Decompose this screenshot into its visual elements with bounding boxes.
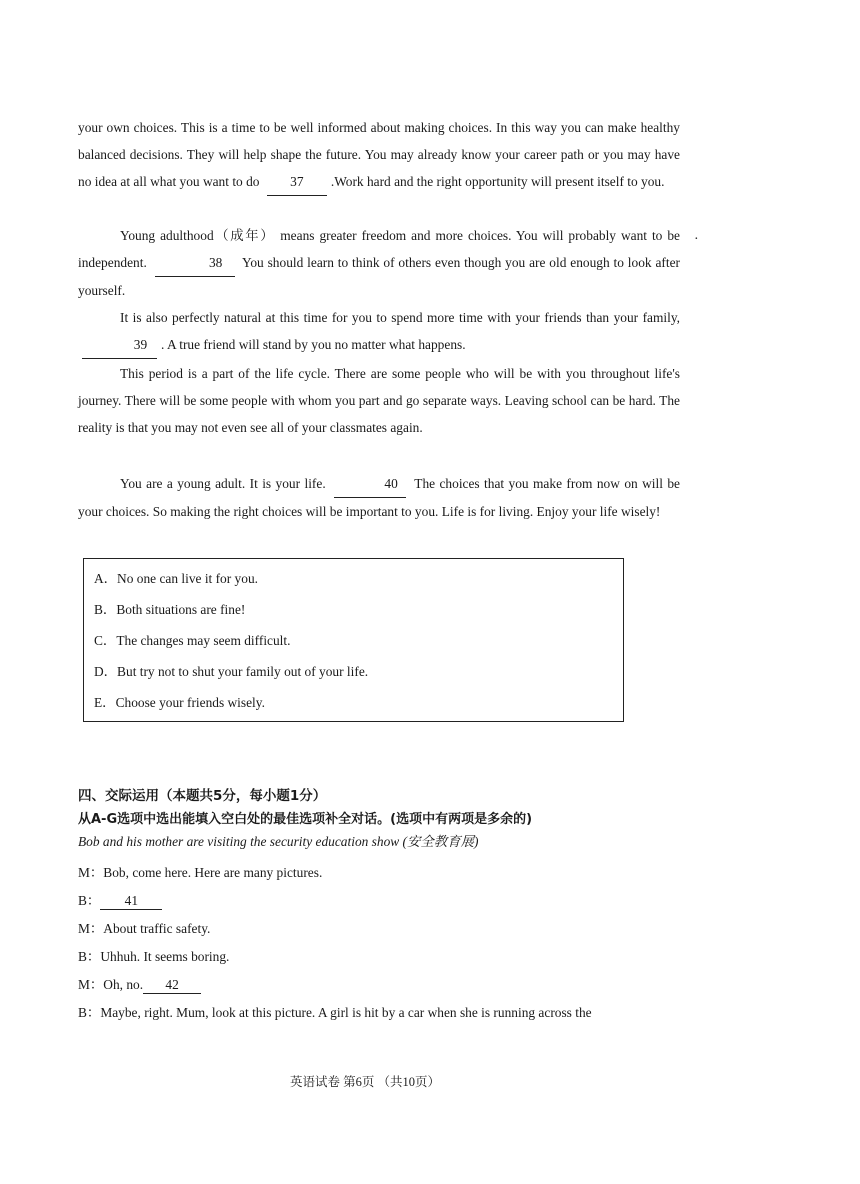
passage-paragraph-4: This period is a part of the life cycle. There are some people who will be with you throughout life's journey. There will be some people with whom you part and go separate ways. Leaving school can be hard. The reality is that you may not even see all of your classmates again. [78, 366, 680, 435]
option-b: B．Both situations are fine! [94, 602, 246, 617]
option-e: E．Choose your friends wisely. [94, 695, 265, 710]
blank-40: 40 [334, 470, 406, 498]
passage-paragraph-2: Young adulthood（成年） means greater freedom and more choices. You will probably want to be independent. 38 You should learn to think of others even though you are old enough to look after yourself. [78, 228, 680, 298]
section-title: 四、交际运用（本题共5分，每小题1分） [78, 788, 327, 804]
blank-39: 39 [82, 331, 157, 359]
blank-42: 42 [143, 977, 201, 994]
section-instruction: 从A-G选项中选出能填入空白处的最佳选项补全对话。(选项中有两项是多余的) [78, 812, 533, 827]
stray-mark: · [694, 232, 699, 247]
blank-38: 38 [155, 249, 235, 277]
dialogue-line-2: B： 41 [78, 890, 162, 910]
section-context: Bob and his mother are visiting the security education show (安全教育展) [78, 834, 479, 849]
passage-paragraph-1: your own choices. This is a time to be well informed about making choices. In this way you can make healthy balanced decisions. They will help shape the future. You may already know your career path or you may have no idea at all what you want to do 37 .Work hard and the right opportunity will present itself to you. [78, 114, 680, 196]
passage-paragraph-3: It is also perfectly natural at this time for you to spend more time with your friends than your family, 39 . A true friend will stand by you no matter what happens. [78, 304, 680, 359]
page-footer: 英语试卷 第6页 （共10页） [290, 1075, 441, 1089]
passage-paragraph-5: You are a young adult. It is your life. 40 The choices that you make from now on will be your choices. So making the right choices will be important to you. Life is for living. Enjoy your life wisely! [78, 470, 680, 525]
dialogue-line-1: M：Bob, come here. Here are many pictures. [78, 865, 323, 880]
dialogue-line-5: M：Oh, no. 42 [78, 974, 201, 994]
options-box [83, 558, 624, 722]
blank-37: 37 [267, 168, 327, 196]
option-d: D．But try not to shut your family out of your life. [94, 664, 369, 679]
dialogue-line-4: B：Uhhuh. It seems boring. [78, 949, 230, 964]
option-a: A．No one can live it for you. [94, 571, 258, 586]
option-c: C．The changes may seem difficult. [94, 633, 291, 648]
dialogue-line-3: M：About traffic safety. [78, 921, 211, 936]
blank-41: 41 [100, 893, 162, 910]
dialogue-line-6: B：Maybe, right. Mum, look at this picture. A girl is hit by a car when she is running across the [78, 1005, 592, 1020]
